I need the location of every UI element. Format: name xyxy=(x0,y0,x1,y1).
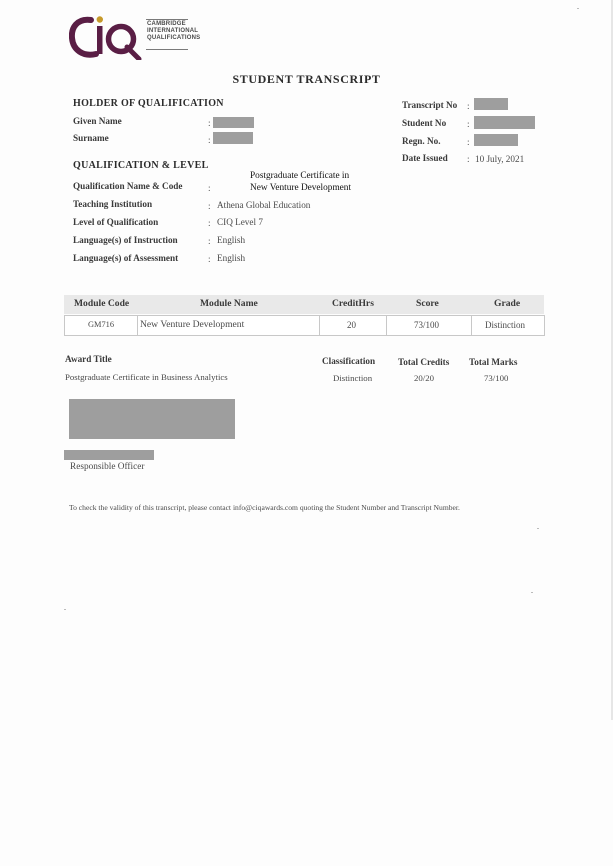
scan-speck xyxy=(537,528,539,529)
col-grade: Grade xyxy=(494,298,521,309)
total-marks-label: Total Marks xyxy=(469,357,518,367)
given-name-redaction xyxy=(213,117,254,128)
teaching-institution-colon: : xyxy=(208,201,211,211)
logo-org-name: CAMBRIDGE INTERNATIONAL QUALIFICATIONS xyxy=(147,21,201,42)
transcript-no-colon: : xyxy=(467,101,470,111)
student-no-redaction xyxy=(474,116,535,129)
transcript-no-label: Transcript No xyxy=(402,100,458,110)
holder-heading: HOLDER OF QUALIFICATION xyxy=(73,98,224,109)
signature-redaction xyxy=(69,399,235,439)
student-no-label: Student No xyxy=(402,118,447,128)
grade-cell: Distinction xyxy=(485,320,525,330)
credit-hrs-cell: 20 xyxy=(347,320,356,330)
module-name-cell: New Venture Development xyxy=(140,319,245,330)
award-title-label: Award Title xyxy=(65,354,112,364)
responsible-officer-label: Responsible Officer xyxy=(70,462,145,472)
table-row xyxy=(64,315,545,336)
qualification-name-label: Qualification Name & Code xyxy=(73,181,183,191)
assessment-language-value: English xyxy=(217,253,246,263)
surname-colon: : xyxy=(208,135,211,145)
teaching-institution-value: Athena Global Education xyxy=(217,200,311,210)
regn-no-redaction xyxy=(474,134,518,146)
date-issued-label: Date Issued xyxy=(402,153,448,163)
instruction-language-value: English xyxy=(217,235,246,245)
regn-no-label: Regn. No. xyxy=(402,136,441,146)
col-module-code: Module Code xyxy=(74,298,130,309)
row-divider xyxy=(386,316,387,335)
scan-speck xyxy=(531,592,533,593)
assessment-language-colon: : xyxy=(208,254,211,264)
instruction-language-colon: : xyxy=(208,236,211,246)
logo-rule-top xyxy=(146,19,188,20)
transcript-no-redaction xyxy=(474,98,508,110)
col-credit-hrs: CreditHrs xyxy=(332,298,374,309)
assessment-language-label: Language(s) of Assessment xyxy=(73,253,179,263)
officer-name-redaction xyxy=(64,450,154,460)
surname-redaction xyxy=(213,132,253,144)
total-credits-value: 20/20 xyxy=(414,373,435,383)
given-name-colon: : xyxy=(208,118,211,128)
total-marks-value: 73/100 xyxy=(484,373,509,383)
qualification-heading: QUALIFICATION & LEVEL xyxy=(73,160,209,171)
ciq-logo-icon xyxy=(69,14,143,60)
date-issued-colon: : xyxy=(467,154,470,164)
row-divider xyxy=(471,316,472,335)
qualification-name-line2: New Venture Development xyxy=(250,183,352,193)
validity-footer-text: To check the validity of this transcript, please contact info@ciqawards.com quoting the Student Number and Transcript Number. xyxy=(69,503,460,512)
student-no-colon: : xyxy=(467,119,470,129)
teaching-institution-label: Teaching Institution xyxy=(73,199,153,209)
classification-value: Distinction xyxy=(333,373,373,383)
page-title: STUDENT TRANSCRIPT xyxy=(232,72,381,86)
row-divider xyxy=(137,316,138,335)
scan-speck xyxy=(577,8,579,9)
score-cell: 73/100 xyxy=(414,320,440,330)
col-score: Score xyxy=(416,298,439,309)
award-title-value: Postgraduate Certificate in Business Analytics xyxy=(65,372,228,382)
given-name-label: Given Name xyxy=(73,116,122,126)
surname-label: Surname xyxy=(73,133,109,143)
row-divider xyxy=(319,316,320,335)
module-code-cell: GM716 xyxy=(88,320,115,329)
scan-speck xyxy=(64,609,66,610)
level-value: CIQ Level 7 xyxy=(217,217,263,227)
qualification-name-colon: : xyxy=(208,183,211,193)
qualification-name-line1: Postgraduate Certificate in xyxy=(250,171,350,181)
level-colon: : xyxy=(208,218,211,228)
level-label: Level of Qualification xyxy=(73,217,159,227)
module-table-header xyxy=(64,295,544,314)
date-issued-value: 10 July, 2021 xyxy=(475,154,525,164)
classification-label: Classification xyxy=(322,356,376,366)
module-table xyxy=(64,295,544,336)
logo-rule-bottom xyxy=(146,49,188,50)
total-credits-label: Total Credits xyxy=(398,357,450,367)
instruction-language-label: Language(s) of Instruction xyxy=(73,235,178,245)
regn-no-colon: : xyxy=(467,137,470,147)
col-module-name: Module Name xyxy=(200,298,258,309)
